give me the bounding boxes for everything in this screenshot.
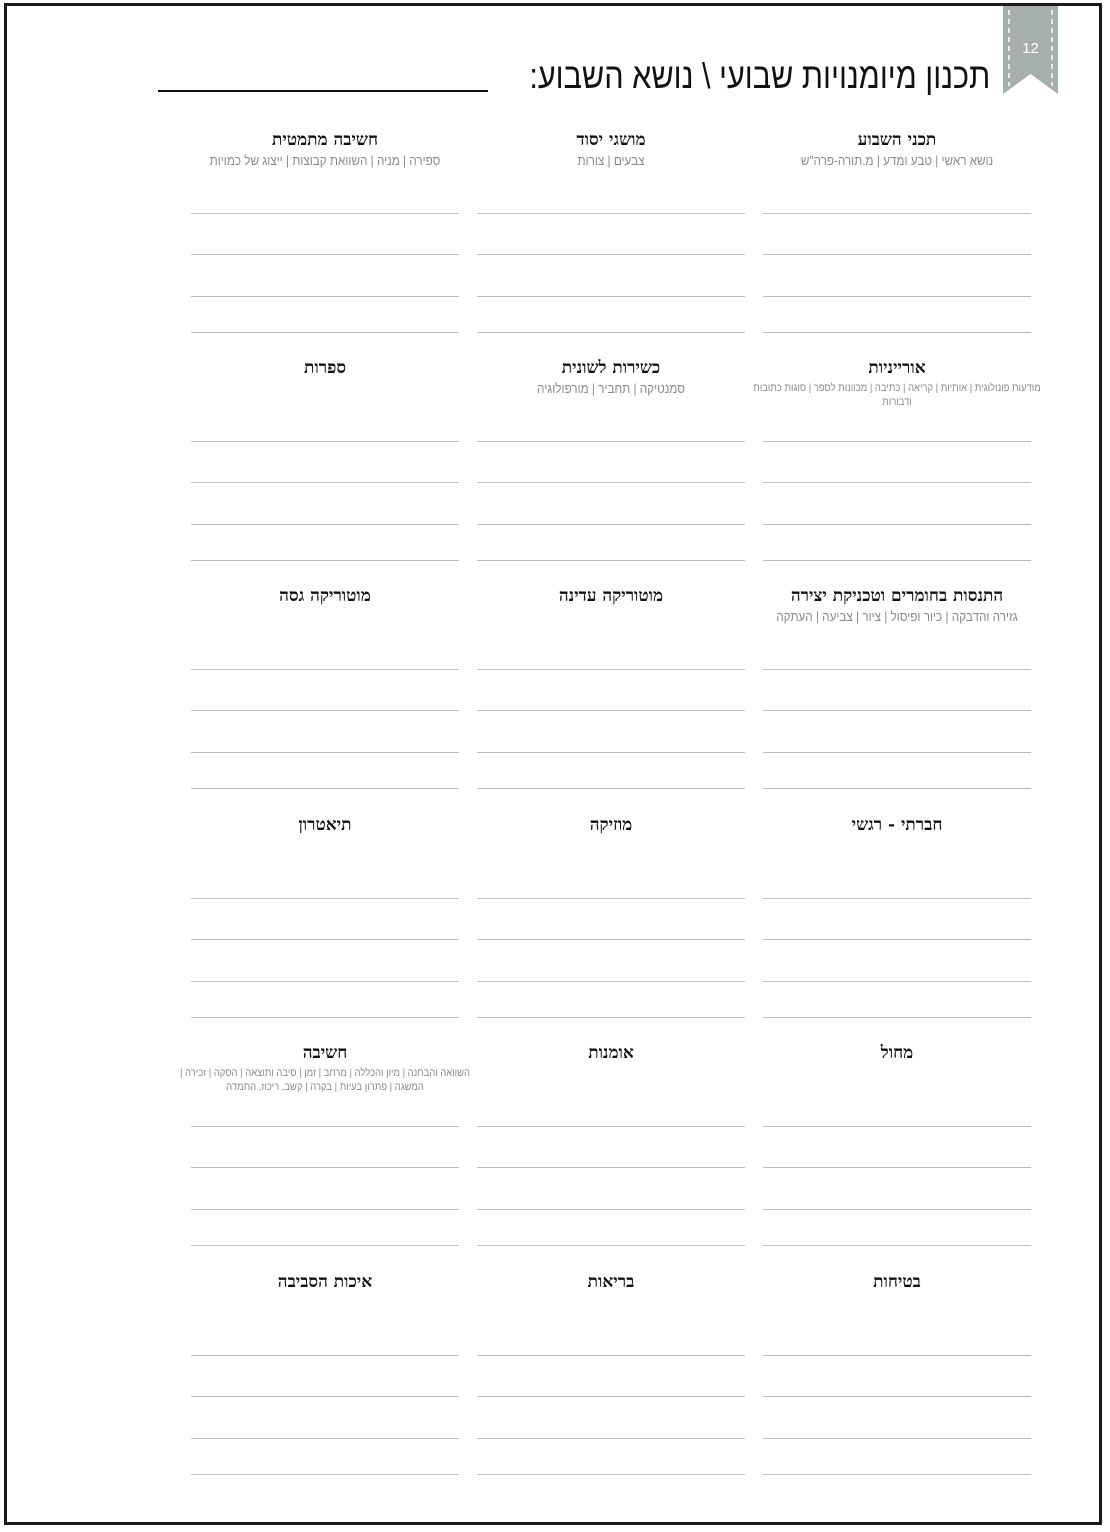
- writing-line[interactable]: [477, 981, 745, 982]
- writing-line[interactable]: [191, 752, 459, 753]
- section-title: מוטוריקה עדינה: [558, 586, 664, 606]
- writing-line[interactable]: [763, 1355, 1031, 1356]
- writing-line[interactable]: [763, 1017, 1031, 1018]
- section-title: אורייניות: [868, 358, 926, 378]
- writing-line[interactable]: [763, 788, 1031, 789]
- week-topic-blank-line[interactable]: [158, 90, 488, 92]
- writing-line[interactable]: [477, 482, 745, 483]
- writing-line[interactable]: [477, 752, 745, 753]
- writing-line[interactable]: [477, 1209, 745, 1210]
- writing-line[interactable]: [477, 254, 745, 255]
- section-title: מושגי יסוד: [576, 130, 646, 150]
- writing-line[interactable]: [477, 1474, 745, 1475]
- writing-line[interactable]: [763, 1438, 1031, 1439]
- section-cell: [763, 586, 1031, 796]
- section-subtitle: נושא ראשי | טבע ומדע | מ.תורה-פרה"ש: [800, 153, 994, 168]
- section-title: איכות הסביבה: [277, 1272, 373, 1292]
- section-title: מחול: [880, 1043, 914, 1063]
- writing-line[interactable]: [191, 1355, 459, 1356]
- writing-line[interactable]: [763, 482, 1031, 483]
- section-cell: [477, 1272, 745, 1482]
- writing-line[interactable]: [477, 1245, 745, 1246]
- section-title: התנסות בחומרים וטכניקת יצירה: [790, 586, 1004, 606]
- section-cell: [753, 358, 1041, 568]
- writing-line[interactable]: [477, 710, 745, 711]
- writing-line[interactable]: [763, 296, 1031, 297]
- writing-line[interactable]: [477, 524, 745, 525]
- writing-line[interactable]: [191, 939, 459, 940]
- section-title: חשיבה: [302, 1043, 348, 1063]
- writing-line[interactable]: [763, 898, 1031, 899]
- page-number: 12: [1022, 40, 1039, 57]
- section-cell: [763, 1272, 1031, 1482]
- writing-line[interactable]: [477, 560, 745, 561]
- writing-line[interactable]: [191, 482, 459, 483]
- section-cell: [477, 358, 745, 568]
- section-title: אומנות: [588, 1043, 634, 1063]
- section-cell: [477, 586, 745, 796]
- section-title: חברתי - רגשי: [851, 815, 943, 835]
- section-cell: [477, 1043, 745, 1253]
- writing-line[interactable]: [477, 296, 745, 297]
- section-cell: [191, 586, 459, 796]
- writing-line[interactable]: [191, 560, 459, 561]
- title-row: [150, 48, 990, 98]
- writing-line[interactable]: [763, 1167, 1031, 1168]
- writing-line[interactable]: [763, 1396, 1031, 1397]
- writing-line[interactable]: [191, 296, 459, 297]
- section-cell: [191, 1272, 459, 1482]
- writing-line[interactable]: [191, 524, 459, 525]
- writing-line[interactable]: [191, 788, 459, 789]
- writing-line[interactable]: [763, 939, 1031, 940]
- writing-line[interactable]: [191, 981, 459, 982]
- writing-line[interactable]: [191, 1126, 459, 1127]
- writing-line[interactable]: [763, 560, 1031, 561]
- writing-line[interactable]: [477, 939, 745, 940]
- section-cell: [477, 130, 745, 340]
- writing-line[interactable]: [191, 710, 459, 711]
- section-cell: [191, 358, 459, 568]
- writing-line[interactable]: [477, 441, 745, 442]
- writing-line[interactable]: [191, 1209, 459, 1210]
- section-title: ספרות: [304, 358, 346, 378]
- writing-line[interactable]: [477, 1438, 745, 1439]
- section-cell: [763, 1043, 1031, 1253]
- writing-line[interactable]: [477, 213, 745, 214]
- writing-line[interactable]: [763, 710, 1031, 711]
- section-subtitle: סמנטיקה | תחביר | מורפולוגיה: [537, 381, 685, 396]
- writing-line[interactable]: [191, 1245, 459, 1246]
- writing-line[interactable]: [477, 1355, 745, 1356]
- section-title: תיאטרון: [298, 815, 352, 835]
- section-title: תכני השבוע: [857, 130, 937, 150]
- writing-line[interactable]: [191, 254, 459, 255]
- section-title: חשיבה מתמטית: [271, 130, 379, 150]
- writing-line[interactable]: [191, 332, 459, 333]
- page-title: תכנון מיומנויות שבועי \ נושא השבוע:: [529, 55, 990, 96]
- writing-line[interactable]: [477, 669, 745, 670]
- writing-line[interactable]: [763, 213, 1031, 214]
- writing-line[interactable]: [763, 524, 1031, 525]
- writing-line[interactable]: [763, 1209, 1031, 1210]
- writing-line[interactable]: [191, 213, 459, 214]
- writing-line[interactable]: [763, 1245, 1031, 1246]
- section-cell: [191, 815, 459, 1025]
- section-subtitle: השוואה והבחנה | מיון והכללה | מרחב | זמן | סיבה ותוצאה | הסקה | זכירה | המשגה | פתרון בעיות | בקרה | קשב, ריכוז, התמדה: [179, 1067, 471, 1093]
- writing-line[interactable]: [477, 332, 745, 333]
- writing-line[interactable]: [191, 898, 459, 899]
- writing-line[interactable]: [191, 669, 459, 670]
- writing-line[interactable]: [763, 752, 1031, 753]
- section-cell: [763, 130, 1031, 340]
- writing-line[interactable]: [191, 1017, 459, 1018]
- section-subtitle: גזירה והדבקה | כיור ופיסול | ציור | צביעה | העתקה: [776, 609, 1018, 624]
- writing-line[interactable]: [191, 1396, 459, 1397]
- writing-line[interactable]: [763, 669, 1031, 670]
- writing-line[interactable]: [477, 898, 745, 899]
- section-cell: [763, 815, 1031, 1025]
- writing-line[interactable]: [477, 1126, 745, 1127]
- writing-line[interactable]: [191, 441, 459, 442]
- writing-line[interactable]: [191, 1438, 459, 1439]
- writing-line[interactable]: [191, 1167, 459, 1168]
- section-cell: [477, 815, 745, 1025]
- section-subtitle: ספירה | מניה | השוואת קבוצות | ייצוג של כמויות: [209, 153, 441, 168]
- section-title: כשירות לשונית: [561, 358, 661, 378]
- writing-line[interactable]: [477, 1167, 745, 1168]
- section-cell: [191, 130, 459, 340]
- section-subtitle: מודעות פונולוגית | אותיות | קריאה | כתיבה | מכוונות לספר | סוגות כתובות ודבורות: [753, 382, 1041, 408]
- section-subtitle: צבעים | צורות: [577, 153, 645, 168]
- writing-line[interactable]: [763, 1126, 1031, 1127]
- section-cell: [179, 1043, 471, 1253]
- writing-line[interactable]: [763, 441, 1031, 442]
- writing-line[interactable]: [477, 788, 745, 789]
- writing-line[interactable]: [191, 1474, 459, 1475]
- writing-line[interactable]: [763, 332, 1031, 333]
- writing-line[interactable]: [763, 254, 1031, 255]
- section-title: מוטוריקה גסה: [279, 586, 371, 606]
- section-title: מוזיקה: [589, 815, 633, 835]
- writing-line[interactable]: [763, 981, 1031, 982]
- writing-line[interactable]: [763, 1474, 1031, 1475]
- writing-line[interactable]: [477, 1396, 745, 1397]
- section-title: בטיחות: [873, 1272, 921, 1292]
- writing-line[interactable]: [477, 1017, 745, 1018]
- section-title: בריאות: [587, 1272, 635, 1292]
